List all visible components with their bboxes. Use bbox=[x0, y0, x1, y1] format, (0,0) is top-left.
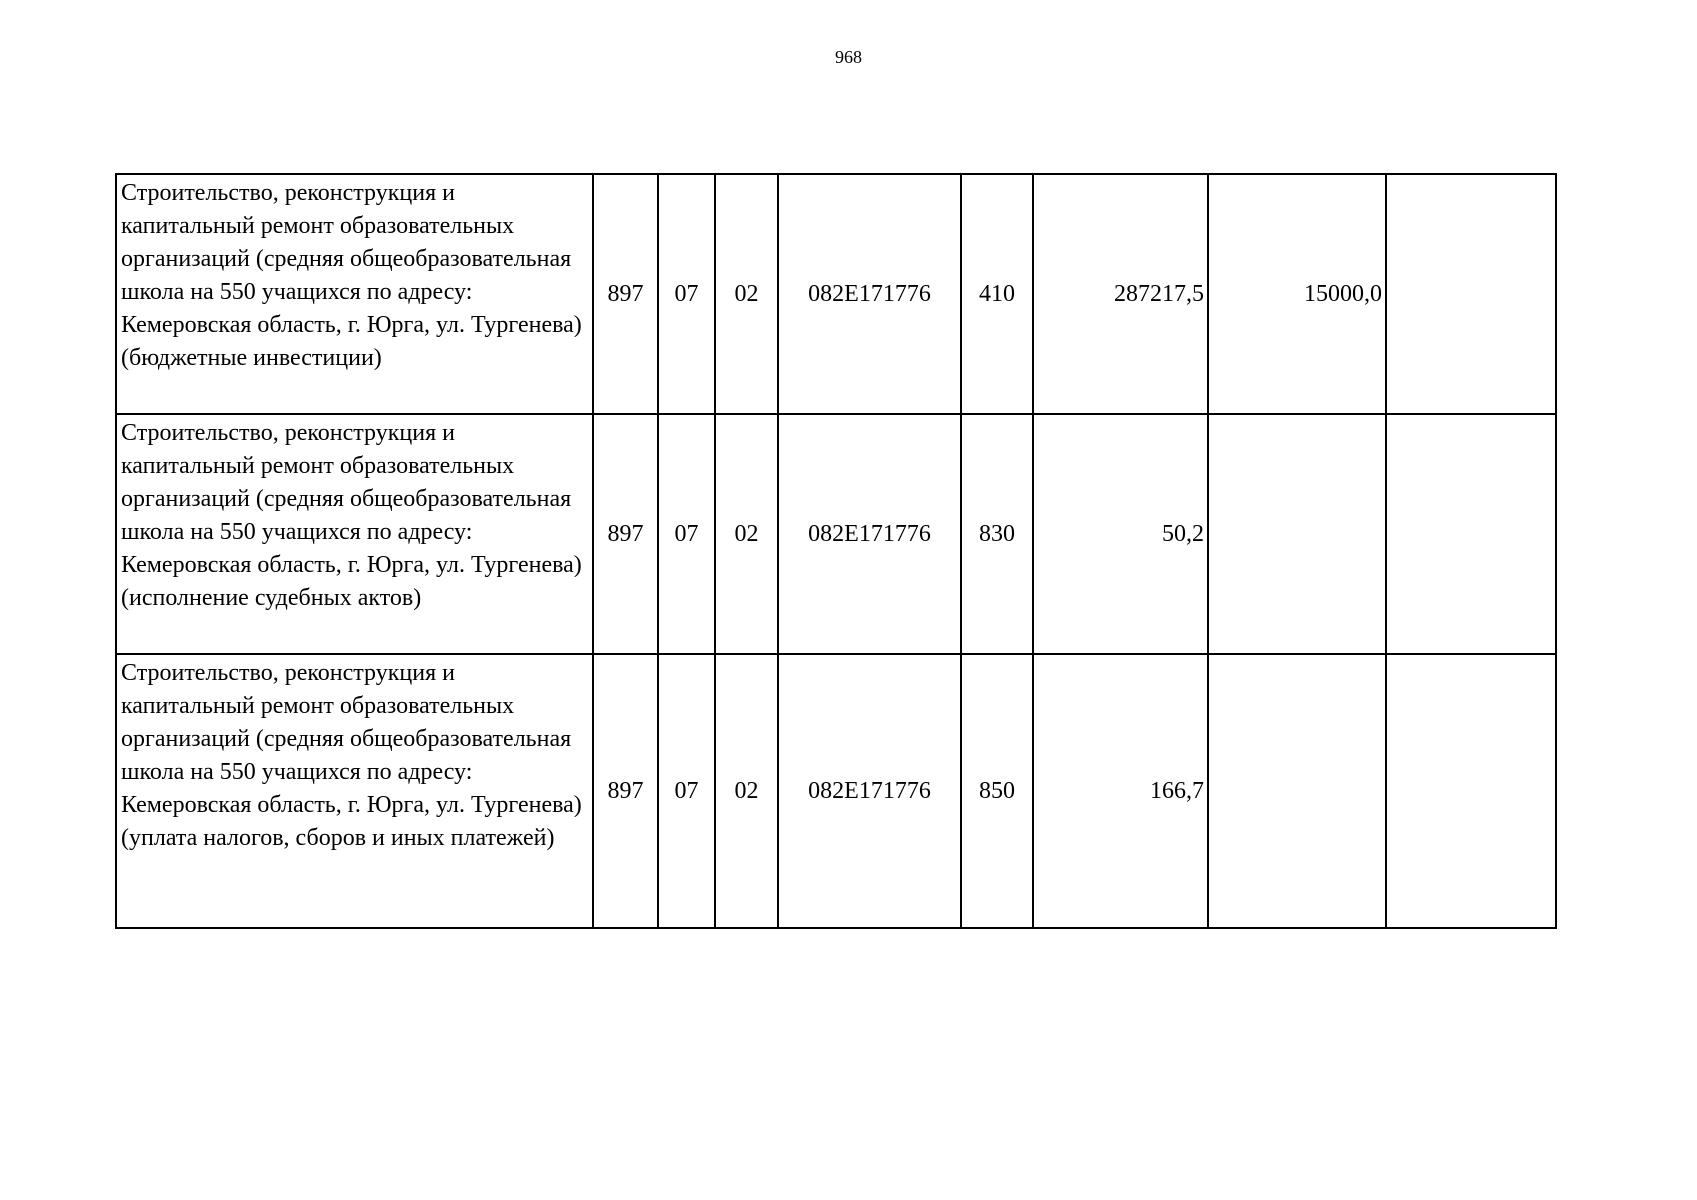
amount-2: 15000,0 bbox=[1208, 174, 1386, 414]
section-code: 07 bbox=[658, 174, 715, 414]
expense-type-code: 410 bbox=[961, 174, 1033, 414]
amount-3 bbox=[1386, 414, 1556, 654]
target-article-code: 082Е171776 bbox=[778, 654, 961, 928]
ministry-code: 897 bbox=[593, 174, 658, 414]
row-description: Строительство, реконструкция и капитальный ремонт образовательных организаций (средняя общеобразовательная школа на 550 учащихся по адресу: Кемеровская область, г. Юрга, ул. Тургенева) (уплата налогов, сборов и иных платежей) bbox=[116, 654, 593, 928]
target-article-code: 082Е171776 bbox=[778, 174, 961, 414]
row-description: Строительство, реконструкция и капитальный ремонт образовательных организаций (средняя общеобразовательная школа на 550 учащихся по адресу: Кемеровская область, г. Юрга, ул. Тургенева) (бюджетные инвестиции) bbox=[116, 174, 593, 414]
amount-2 bbox=[1208, 654, 1386, 928]
amount-3 bbox=[1386, 654, 1556, 928]
table-row bbox=[116, 654, 1556, 928]
subsection-code: 02 bbox=[715, 174, 778, 414]
section-code: 07 bbox=[658, 414, 715, 654]
amount-1: 50,2 bbox=[1033, 414, 1208, 654]
amount-1: 287217,5 bbox=[1033, 174, 1208, 414]
budget-table bbox=[115, 173, 1557, 929]
ministry-code: 897 bbox=[593, 414, 658, 654]
target-article-code: 082Е171776 bbox=[778, 414, 961, 654]
expense-type-code: 850 bbox=[961, 654, 1033, 928]
section-code: 07 bbox=[658, 654, 715, 928]
amount-3 bbox=[1386, 174, 1556, 414]
amount-1: 166,7 bbox=[1033, 654, 1208, 928]
expense-type-code: 830 bbox=[961, 414, 1033, 654]
table-row bbox=[116, 414, 1556, 654]
row-description: Строительство, реконструкция и капитальный ремонт образовательных организаций (средняя общеобразовательная школа на 550 учащихся по адресу: Кемеровская область, г. Юрга, ул. Тургенева) (исполнение судебных актов) bbox=[116, 414, 593, 654]
subsection-code: 02 bbox=[715, 414, 778, 654]
subsection-code: 02 bbox=[715, 654, 778, 928]
ministry-code: 897 bbox=[593, 654, 658, 928]
page-number: 968 bbox=[835, 47, 862, 67]
amount-2 bbox=[1208, 414, 1386, 654]
table-row bbox=[116, 174, 1556, 414]
